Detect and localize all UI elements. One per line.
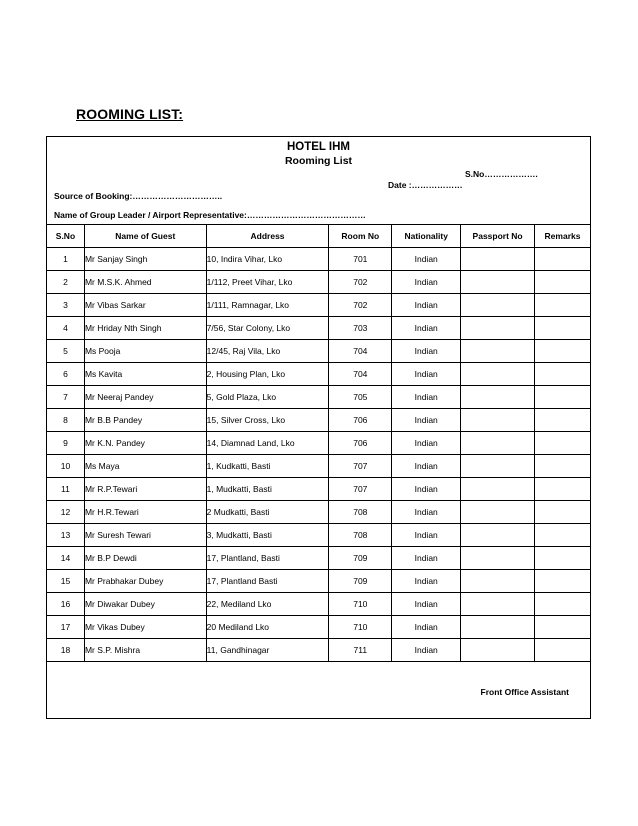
- cell-room-no: 702: [329, 271, 392, 294]
- table-header-row: [47, 225, 591, 248]
- cell-sno: 15: [47, 570, 85, 593]
- cell-remarks: [535, 639, 591, 662]
- cell-address: 12/45, Raj Vila, Lko: [206, 340, 329, 363]
- cell-address: 1/112, Preet Vihar, Lko: [206, 271, 329, 294]
- cell-room-no: 709: [329, 570, 392, 593]
- cell-nationality: Indian: [392, 455, 461, 478]
- cell-guest-name: Mr Diwakar Dubey: [84, 593, 206, 616]
- cell-address: 1/111, Ramnagar, Lko: [206, 294, 329, 317]
- date-field: Date :………………: [388, 180, 463, 190]
- cell-nationality: Indian: [392, 501, 461, 524]
- cell-remarks: [535, 248, 591, 271]
- cell-remarks: [535, 501, 591, 524]
- cell-sno: 3: [47, 294, 85, 317]
- cell-sno: 13: [47, 524, 85, 547]
- cell-nationality: Indian: [392, 363, 461, 386]
- cell-remarks: [535, 455, 591, 478]
- cell-nationality: Indian: [392, 524, 461, 547]
- cell-remarks: [535, 570, 591, 593]
- cell-passport-no: [461, 363, 535, 386]
- cell-address: 14, Diamnad Land, Lko: [206, 432, 329, 455]
- cell-remarks: [535, 409, 591, 432]
- cell-sno: 7: [47, 386, 85, 409]
- cell-nationality: Indian: [392, 570, 461, 593]
- cell-address: 10, Indira Vihar, Lko: [206, 248, 329, 271]
- cell-guest-name: Mr K.N. Pandey: [84, 432, 206, 455]
- header-sno: S.No: [47, 225, 85, 248]
- cell-passport-no: [461, 432, 535, 455]
- cell-remarks: [535, 363, 591, 386]
- cell-passport-no: [461, 455, 535, 478]
- table-row: [47, 248, 591, 271]
- cell-passport-no: [461, 294, 535, 317]
- cell-room-no: 710: [329, 616, 392, 639]
- table-row: [47, 478, 591, 501]
- cell-room-no: 709: [329, 547, 392, 570]
- cell-nationality: Indian: [392, 593, 461, 616]
- cell-guest-name: Ms Kavita: [84, 363, 206, 386]
- cell-guest-name: Mr Hriday Nth Singh: [84, 317, 206, 340]
- cell-address: 1, Mudkatti, Basti: [206, 478, 329, 501]
- cell-sno: 2: [47, 271, 85, 294]
- table-row: [47, 363, 591, 386]
- cell-guest-name: Mr Vikas Dubey: [84, 616, 206, 639]
- cell-nationality: Indian: [392, 271, 461, 294]
- cell-sno: 10: [47, 455, 85, 478]
- cell-guest-name: Ms Pooja: [84, 340, 206, 363]
- cell-remarks: [535, 386, 591, 409]
- source-of-booking-field: Source of Booking:…………………………..: [54, 191, 223, 201]
- cell-sno: 5: [47, 340, 85, 363]
- cell-room-no: 704: [329, 340, 392, 363]
- form-subtitle: Rooming List: [284, 155, 353, 167]
- cell-address: 15, Silver Cross, Lko: [206, 409, 329, 432]
- cell-room-no: 707: [329, 455, 392, 478]
- cell-passport-no: [461, 501, 535, 524]
- cell-address: 17, Plantland, Basti: [206, 547, 329, 570]
- cell-room-no: 701: [329, 248, 392, 271]
- cell-room-no: 708: [329, 501, 392, 524]
- table-row: [47, 386, 591, 409]
- cell-passport-no: [461, 409, 535, 432]
- table-row: [47, 501, 591, 524]
- cell-address: 5, Gold Plaza, Lko: [206, 386, 329, 409]
- cell-room-no: 706: [329, 432, 392, 455]
- cell-address: 11, Gandhinagar: [206, 639, 329, 662]
- table-row: [47, 317, 591, 340]
- cell-address: 17, Plantland Basti: [206, 570, 329, 593]
- cell-nationality: Indian: [392, 317, 461, 340]
- header-name: Name of Guest: [84, 225, 206, 248]
- cell-remarks: [535, 616, 591, 639]
- cell-sno: 17: [47, 616, 85, 639]
- cell-remarks: [535, 524, 591, 547]
- cell-remarks: [535, 271, 591, 294]
- cell-passport-no: [461, 570, 535, 593]
- cell-address: 1, Kudkatti, Basti: [206, 455, 329, 478]
- cell-nationality: Indian: [392, 340, 461, 363]
- cell-remarks: [535, 432, 591, 455]
- cell-nationality: Indian: [392, 409, 461, 432]
- cell-remarks: [535, 294, 591, 317]
- cell-passport-no: [461, 639, 535, 662]
- cell-sno: 12: [47, 501, 85, 524]
- cell-guest-name: Mr B.P Dewdi: [84, 547, 206, 570]
- guest-table: [46, 224, 591, 662]
- cell-passport-no: [461, 616, 535, 639]
- table-row: [47, 524, 591, 547]
- table-row: [47, 455, 591, 478]
- cell-remarks: [535, 317, 591, 340]
- cell-nationality: Indian: [392, 616, 461, 639]
- cell-passport-no: [461, 478, 535, 501]
- cell-passport-no: [461, 547, 535, 570]
- cell-address: 22, Mediland Lko: [206, 593, 329, 616]
- cell-guest-name: Mr Vibas Sarkar: [84, 294, 206, 317]
- rooming-list-form: [46, 136, 591, 719]
- cell-guest-name: Mr S.P. Mishra: [84, 639, 206, 662]
- table-row: [47, 616, 591, 639]
- cell-address: 3, Mudkatti, Basti: [206, 524, 329, 547]
- cell-sno: 9: [47, 432, 85, 455]
- page-title: ROOMING LIST:: [76, 106, 184, 122]
- front-office-assistant-signature: Front Office Assistant: [480, 687, 569, 697]
- cell-guest-name: Mr B.B Pandey: [84, 409, 206, 432]
- cell-guest-name: Mr Prabhakar Dubey: [84, 570, 206, 593]
- cell-room-no: 705: [329, 386, 392, 409]
- cell-sno: 18: [47, 639, 85, 662]
- cell-guest-name: Mr M.S.K. Ahmed: [84, 271, 206, 294]
- cell-nationality: Indian: [392, 248, 461, 271]
- cell-sno: 4: [47, 317, 85, 340]
- cell-remarks: [535, 547, 591, 570]
- cell-guest-name: Mr H.R.Tewari: [84, 501, 206, 524]
- group-leader-field: Name of Group Leader / Airport Representative:……………………………………: [54, 210, 366, 220]
- cell-sno: 6: [47, 363, 85, 386]
- table-row: [47, 593, 591, 616]
- cell-passport-no: [461, 271, 535, 294]
- cell-guest-name: Mr Sanjay Singh: [84, 248, 206, 271]
- header-passport-no: Passport No: [461, 225, 535, 248]
- cell-room-no: 710: [329, 593, 392, 616]
- hotel-name: HOTEL IHM: [286, 141, 351, 153]
- cell-room-no: 706: [329, 409, 392, 432]
- cell-address: 7/56, Star Colony, Lko: [206, 317, 329, 340]
- cell-guest-name: Mr Suresh Tewari: [84, 524, 206, 547]
- cell-passport-no: [461, 248, 535, 271]
- header-room-no: Room No: [329, 225, 392, 248]
- table-row: [47, 432, 591, 455]
- table-row: [47, 409, 591, 432]
- table-row: [47, 340, 591, 363]
- cell-sno: 1: [47, 248, 85, 271]
- cell-nationality: Indian: [392, 294, 461, 317]
- cell-nationality: Indian: [392, 478, 461, 501]
- cell-room-no: 708: [329, 524, 392, 547]
- header-nationality: Nationality: [392, 225, 461, 248]
- cell-passport-no: [461, 593, 535, 616]
- table-row: [47, 547, 591, 570]
- cell-sno: 14: [47, 547, 85, 570]
- cell-room-no: 702: [329, 294, 392, 317]
- cell-passport-no: [461, 386, 535, 409]
- cell-address: 2, Housing Plan, Lko: [206, 363, 329, 386]
- cell-nationality: Indian: [392, 547, 461, 570]
- cell-guest-name: Mr R.P.Tewari: [84, 478, 206, 501]
- cell-room-no: 707: [329, 478, 392, 501]
- cell-guest-name: Mr Neeraj Pandey: [84, 386, 206, 409]
- cell-sno: 16: [47, 593, 85, 616]
- header-address: Address: [206, 225, 329, 248]
- table-row: [47, 639, 591, 662]
- cell-remarks: [535, 593, 591, 616]
- cell-nationality: Indian: [392, 432, 461, 455]
- cell-room-no: 703: [329, 317, 392, 340]
- cell-nationality: Indian: [392, 639, 461, 662]
- table-row: [47, 294, 591, 317]
- header-remarks: Remarks: [535, 225, 591, 248]
- cell-address: 20 Mediland Lko: [206, 616, 329, 639]
- cell-room-no: 711: [329, 639, 392, 662]
- table-row: [47, 271, 591, 294]
- cell-nationality: Indian: [392, 386, 461, 409]
- cell-passport-no: [461, 317, 535, 340]
- cell-passport-no: [461, 340, 535, 363]
- cell-room-no: 704: [329, 363, 392, 386]
- cell-remarks: [535, 340, 591, 363]
- cell-guest-name: Ms Maya: [84, 455, 206, 478]
- cell-passport-no: [461, 524, 535, 547]
- cell-sno: 11: [47, 478, 85, 501]
- cell-sno: 8: [47, 409, 85, 432]
- cell-remarks: [535, 478, 591, 501]
- table-row: [47, 570, 591, 593]
- cell-address: 2 Mudkatti, Basti: [206, 501, 329, 524]
- serial-number-field: S.No……………….: [465, 169, 538, 179]
